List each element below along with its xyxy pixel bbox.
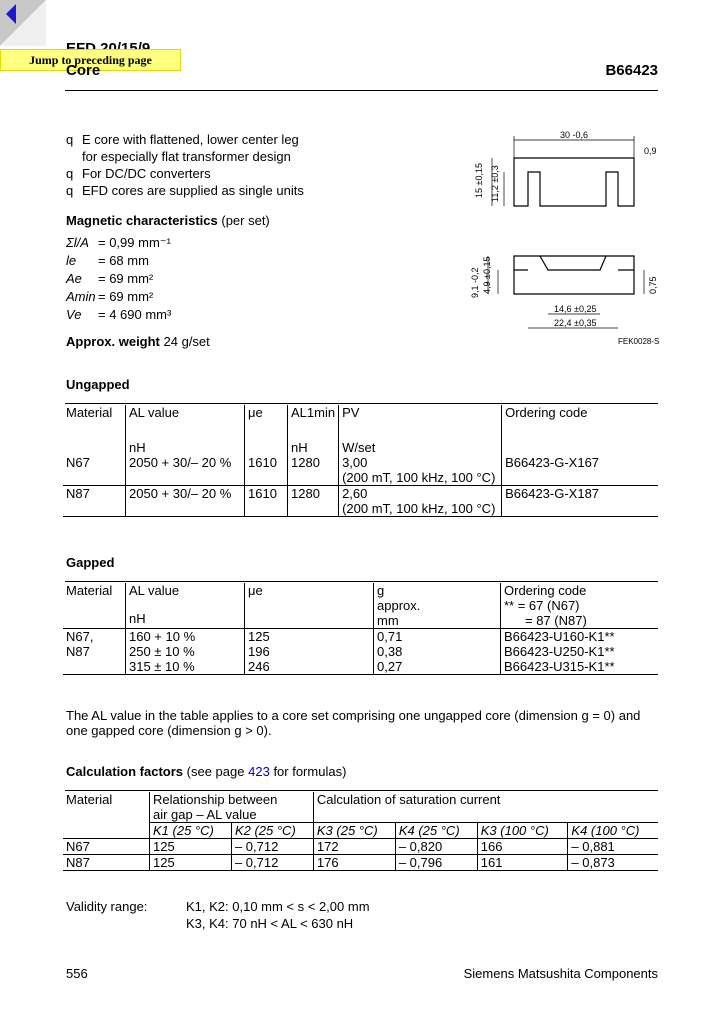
dim-leg: 4,9 ±0,15 bbox=[482, 256, 492, 294]
feature-item: q E core with flattened, lower center leg bbox=[66, 132, 299, 147]
table-row: N67 125 – 0,712 172 – 0,820 166 – 0,881 bbox=[63, 839, 658, 855]
dim-inner: 22,4 ±0,35 bbox=[554, 318, 597, 328]
ungapped-table: Material AL value μe AL1min PV Ordering code nH nH W/set N67 2050 + 30/– 20 % 1610 1280 3,00 (200 mT, 100 kHz, 100 °C) B66423-G-X167 N87 2050 + 30/– 20 % 1610 1280 2,60 (200 mT, 100 kHz, 100 °C) B66423-G-X187 bbox=[63, 405, 658, 517]
table-rule bbox=[65, 581, 658, 582]
dim-side-height: 9,1 -0,2 bbox=[470, 267, 480, 298]
weight: Approx. weight 24 g/set bbox=[66, 334, 210, 349]
feature-item: for especially flat transformer design bbox=[82, 149, 291, 164]
feature-item: q EFD cores are supplied as single units bbox=[66, 183, 304, 198]
table-row: N87 2050 + 30/– 20 % 1610 1280 2,60 (200 mT, 100 kHz, 100 °C) B66423-G-X187 bbox=[63, 486, 658, 517]
page-number: 556 bbox=[66, 966, 88, 981]
feature-item: q For DC/DC converters bbox=[66, 166, 211, 181]
page-title: Core bbox=[66, 62, 101, 79]
magnetic-values: Σl/A = 0,99 mm⁻¹ le = 68 mm Ae = 69 mm² Amin = 69 mm² Ve = 4 690 mm³ bbox=[66, 235, 172, 322]
table-row: N67 2050 + 30/– 20 % 1610 1280 3,00 (200 mT, 100 kHz, 100 °C) B66423-G-X167 bbox=[63, 455, 658, 486]
dim-height: 15 ±0,15 bbox=[474, 163, 484, 198]
page-corner-icon[interactable] bbox=[0, 0, 46, 46]
validity-k3k4: K3, K4: 70 nH < AL < 630 nH bbox=[186, 916, 354, 931]
company-footer: Siemens Matsushita Components bbox=[463, 966, 658, 981]
dim-step: 0,75 bbox=[648, 276, 658, 294]
drawing-code: FEK0028-S bbox=[618, 337, 660, 346]
note-text: The AL value in the table applies to a core set comprising one ungapped core (dimension g = 0) and one gapped core (dimension g > 0). bbox=[66, 708, 641, 738]
dim-width: 30 -0,6 bbox=[560, 130, 589, 140]
table-row: N67, 160 + 10 % 125 0,71 B66423-U160-K1** bbox=[63, 629, 658, 645]
dim-center: 14,6 ±0,25 bbox=[554, 304, 597, 314]
validity-label: Validity range: bbox=[66, 899, 148, 914]
jump-to-preceding-page-button[interactable]: Jump to preceding page bbox=[0, 49, 181, 71]
header-rule bbox=[65, 90, 658, 91]
calc-heading: Calculation factors (see page 423 for formulas) bbox=[66, 764, 347, 779]
page-link[interactable]: 423 bbox=[248, 764, 270, 779]
table-rule bbox=[65, 790, 658, 791]
gapped-heading: Gapped bbox=[66, 555, 115, 570]
dim-flange: 0,9 bbox=[644, 146, 657, 156]
part-number: B66423 bbox=[605, 62, 658, 79]
core-drawing bbox=[458, 128, 668, 350]
table-row: N87 125 – 0,712 176 – 0,796 161 – 0,873 bbox=[63, 855, 658, 871]
dim-window: 11,2 ±0,3 bbox=[490, 165, 500, 202]
table-row: N87 250 ± 10 % 196 0,38 B66423-U250-K1** bbox=[63, 644, 658, 659]
magnetic-heading: Magnetic characteristics (per set) bbox=[66, 213, 270, 228]
table-row: 315 ± 10 % 246 0,27 B66423-U315-K1** bbox=[63, 659, 658, 675]
table-rule bbox=[65, 403, 658, 404]
calc-table: Material Relationship between air gap – AL value Calculation of saturation current K1 (25 °C) K2 (25 °C) K3 (25 °C) K4 (25 °C) K3 (100 °C) K4 (100 °C) N67 125 – 0,712 172 – 0,820 166 – 0,881 N87 125 – 0,712 176 – 0,796 161 – 0,873 bbox=[63, 792, 658, 871]
ungapped-heading: Ungapped bbox=[66, 377, 130, 392]
gapped-table: Material AL value μe g approx. mm Ordering code ** = 67 (N67) = 87 (N87) nH N67, 160 + 10 % 125 0,71 B66423-U160-K1** N87 250 ± 10 % 196 0,38 B66423-U250-K1** 315 ± 10 % 246 0,27 B66423-U315-K1** bbox=[63, 583, 658, 675]
validity-k1k2: K1, K2: 0,10 mm < s < 2,00 mm bbox=[186, 899, 370, 914]
